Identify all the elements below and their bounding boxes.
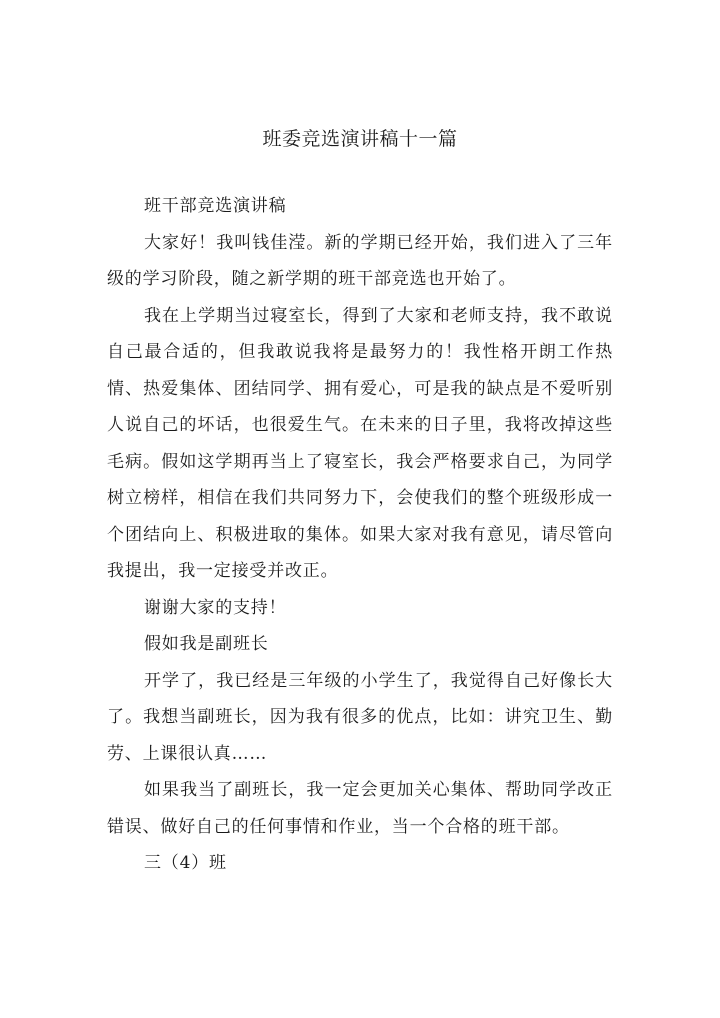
document-title: 班委竞选演讲稿十一篇 (262, 128, 458, 150)
paragraph: 如果我当了副班长，我一定会更加关心集体、帮助同学改正错误、做好自己的任何事情和作业，当一个合格的班干部。 (107, 780, 613, 837)
section-heading: 班干部竞选演讲稿 (144, 196, 287, 216)
signature-class: 三（4）班 (144, 853, 227, 873)
paragraph: 谢谢大家的支持！ (144, 597, 287, 618)
document-body (107, 188, 613, 882)
paragraph: 开学了，我已经是三年级的小学生了，我觉得自己好像长大了。我想当副班长，因为我有很多的优点，比如：讲究卫生、勤劳、上课很认真…… (107, 670, 613, 764)
paragraph: 大家好！我叫钱佳滢。新的学期已经开始，我们进入了三年级的学习阶段，随之新学期的班干部竞选也开始了。 (107, 232, 613, 289)
section-heading: 假如我是副班长 (144, 634, 269, 654)
paragraph: 我在上学期当过寝室长，得到了大家和老师支持，我不敢说自己最合适的，但我敢说我将是最努力的！我性格开朗工作热情、热爱集体、团结同学、拥有爱心，可是我的缺点是不爱听别人说自己的坏话，也很爱生气。在未来的日子里，我将改掉这些毛病。假如这学期再当上了寝室长，我会严格要求自己，为同学树立榜样，相信在我们共同努力下，会使我们的整个班级形成一个团结向上、积极进取的集体。如果大家对我有意见，请尽管向我提出，我一定接受并改正。 (107, 305, 613, 581)
